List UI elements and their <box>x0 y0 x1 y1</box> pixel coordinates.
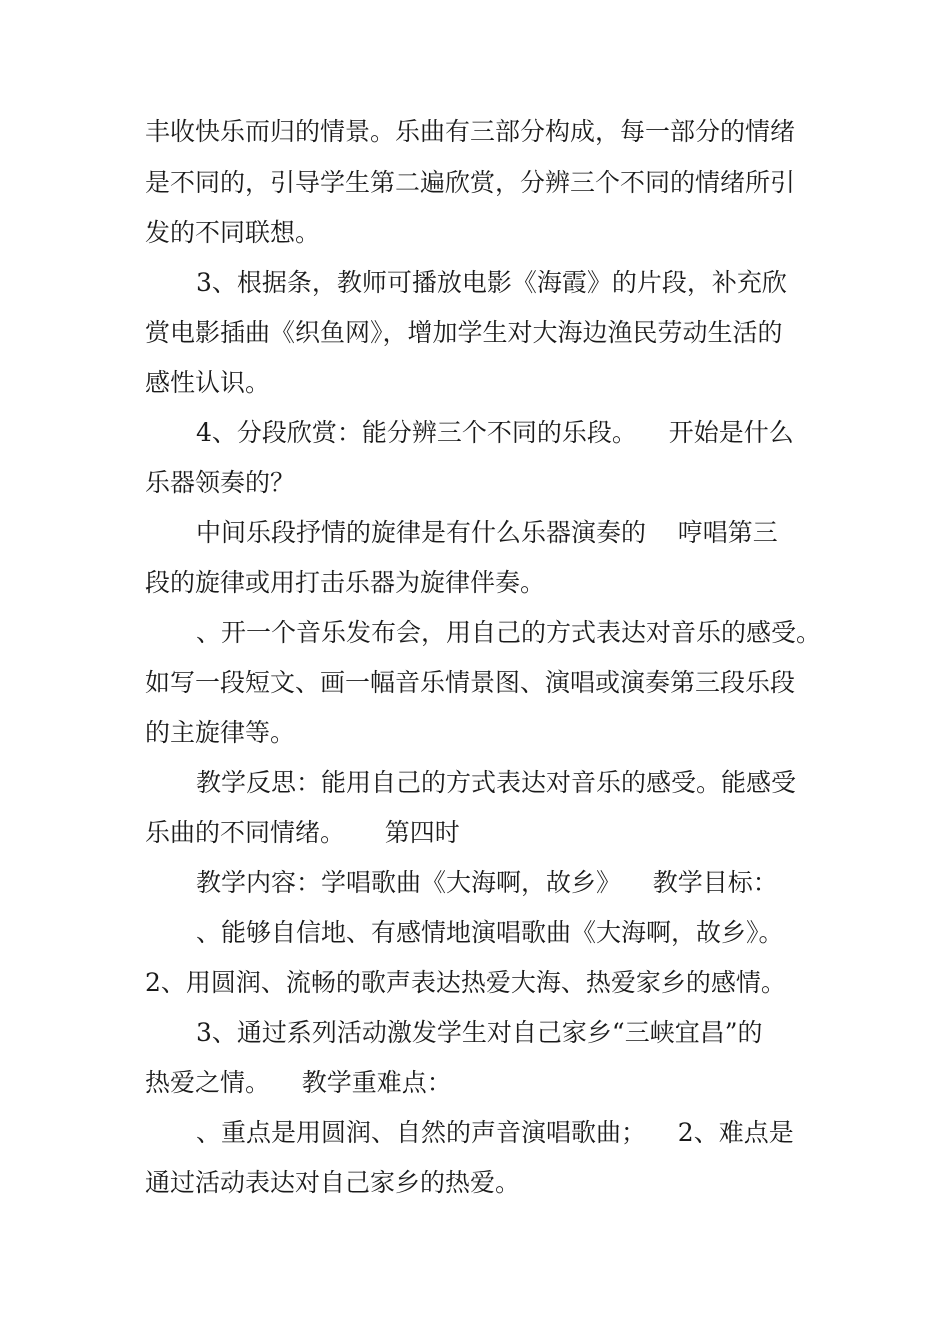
paragraph-start: 、能够自信地、有感情地演唱歌曲《大海啊，故乡》。 <box>196 918 784 947</box>
paragraph-start: 教学内容：学唱歌曲《大海啊，故乡》 教学目标： <box>196 868 778 897</box>
text-line: 是不同的，引导学生第二遍欣赏，分辨三个不同的情绪所引 <box>145 168 796 197</box>
paragraph-start: 中间乐段抒情的旋律是有什么乐器演奏的 哼唱第三 <box>196 518 778 547</box>
text-line: 通过活动表达对自己家乡的热爱。 <box>145 1168 521 1197</box>
text-line: 赏电影插曲《织鱼网》，增加学生对大海边渔民劳动生活的 <box>145 318 783 347</box>
text-line: 如写一段短文、画一幅音乐情景图、演唱或演奏第三段乐段 <box>145 668 796 697</box>
paragraph-start: 、重点是用圆润、自然的声音演唱歌曲； 2、难点是 <box>196 1118 794 1147</box>
text-line: 热爱之情。 教学重难点： <box>145 1068 452 1097</box>
paragraph-start: 教学反思：能用自己的方式表达对音乐的感受。能感受 <box>196 768 797 797</box>
paragraph-start: 3、根据条，教师可播放电影《海霞》的片段，补充欣 <box>196 268 787 297</box>
text-line: 乐器领奏的？ <box>145 468 296 497</box>
text-line: 感性认识。 <box>145 368 271 397</box>
paragraph-start: 3、通过系列活动激发学生对自己家乡“三峡宜昌”的 <box>196 1018 763 1047</box>
text-line: 发的不同联想。 <box>145 218 321 247</box>
text-line: 丰收快乐而归的情景。乐曲有三部分构成，每一部分的情绪 <box>145 117 796 146</box>
text-line: 2、用圆润、流畅的歌声表达热爱大海、热爱家乡的感情。 <box>145 968 786 997</box>
paragraph-start: 、开一个音乐发布会，用自己的方式表达对音乐的感受。 <box>196 618 822 647</box>
text-line: 的主旋律等。 <box>145 718 296 747</box>
text-line: 段的旋律或用打击乐器为旋律伴奏。 <box>145 568 546 597</box>
text-line: 乐曲的不同情绪。 第四时 <box>145 818 460 847</box>
paragraph-start: 4、分段欣赏：能分辨三个不同的乐段。 开始是什么 <box>196 418 794 447</box>
